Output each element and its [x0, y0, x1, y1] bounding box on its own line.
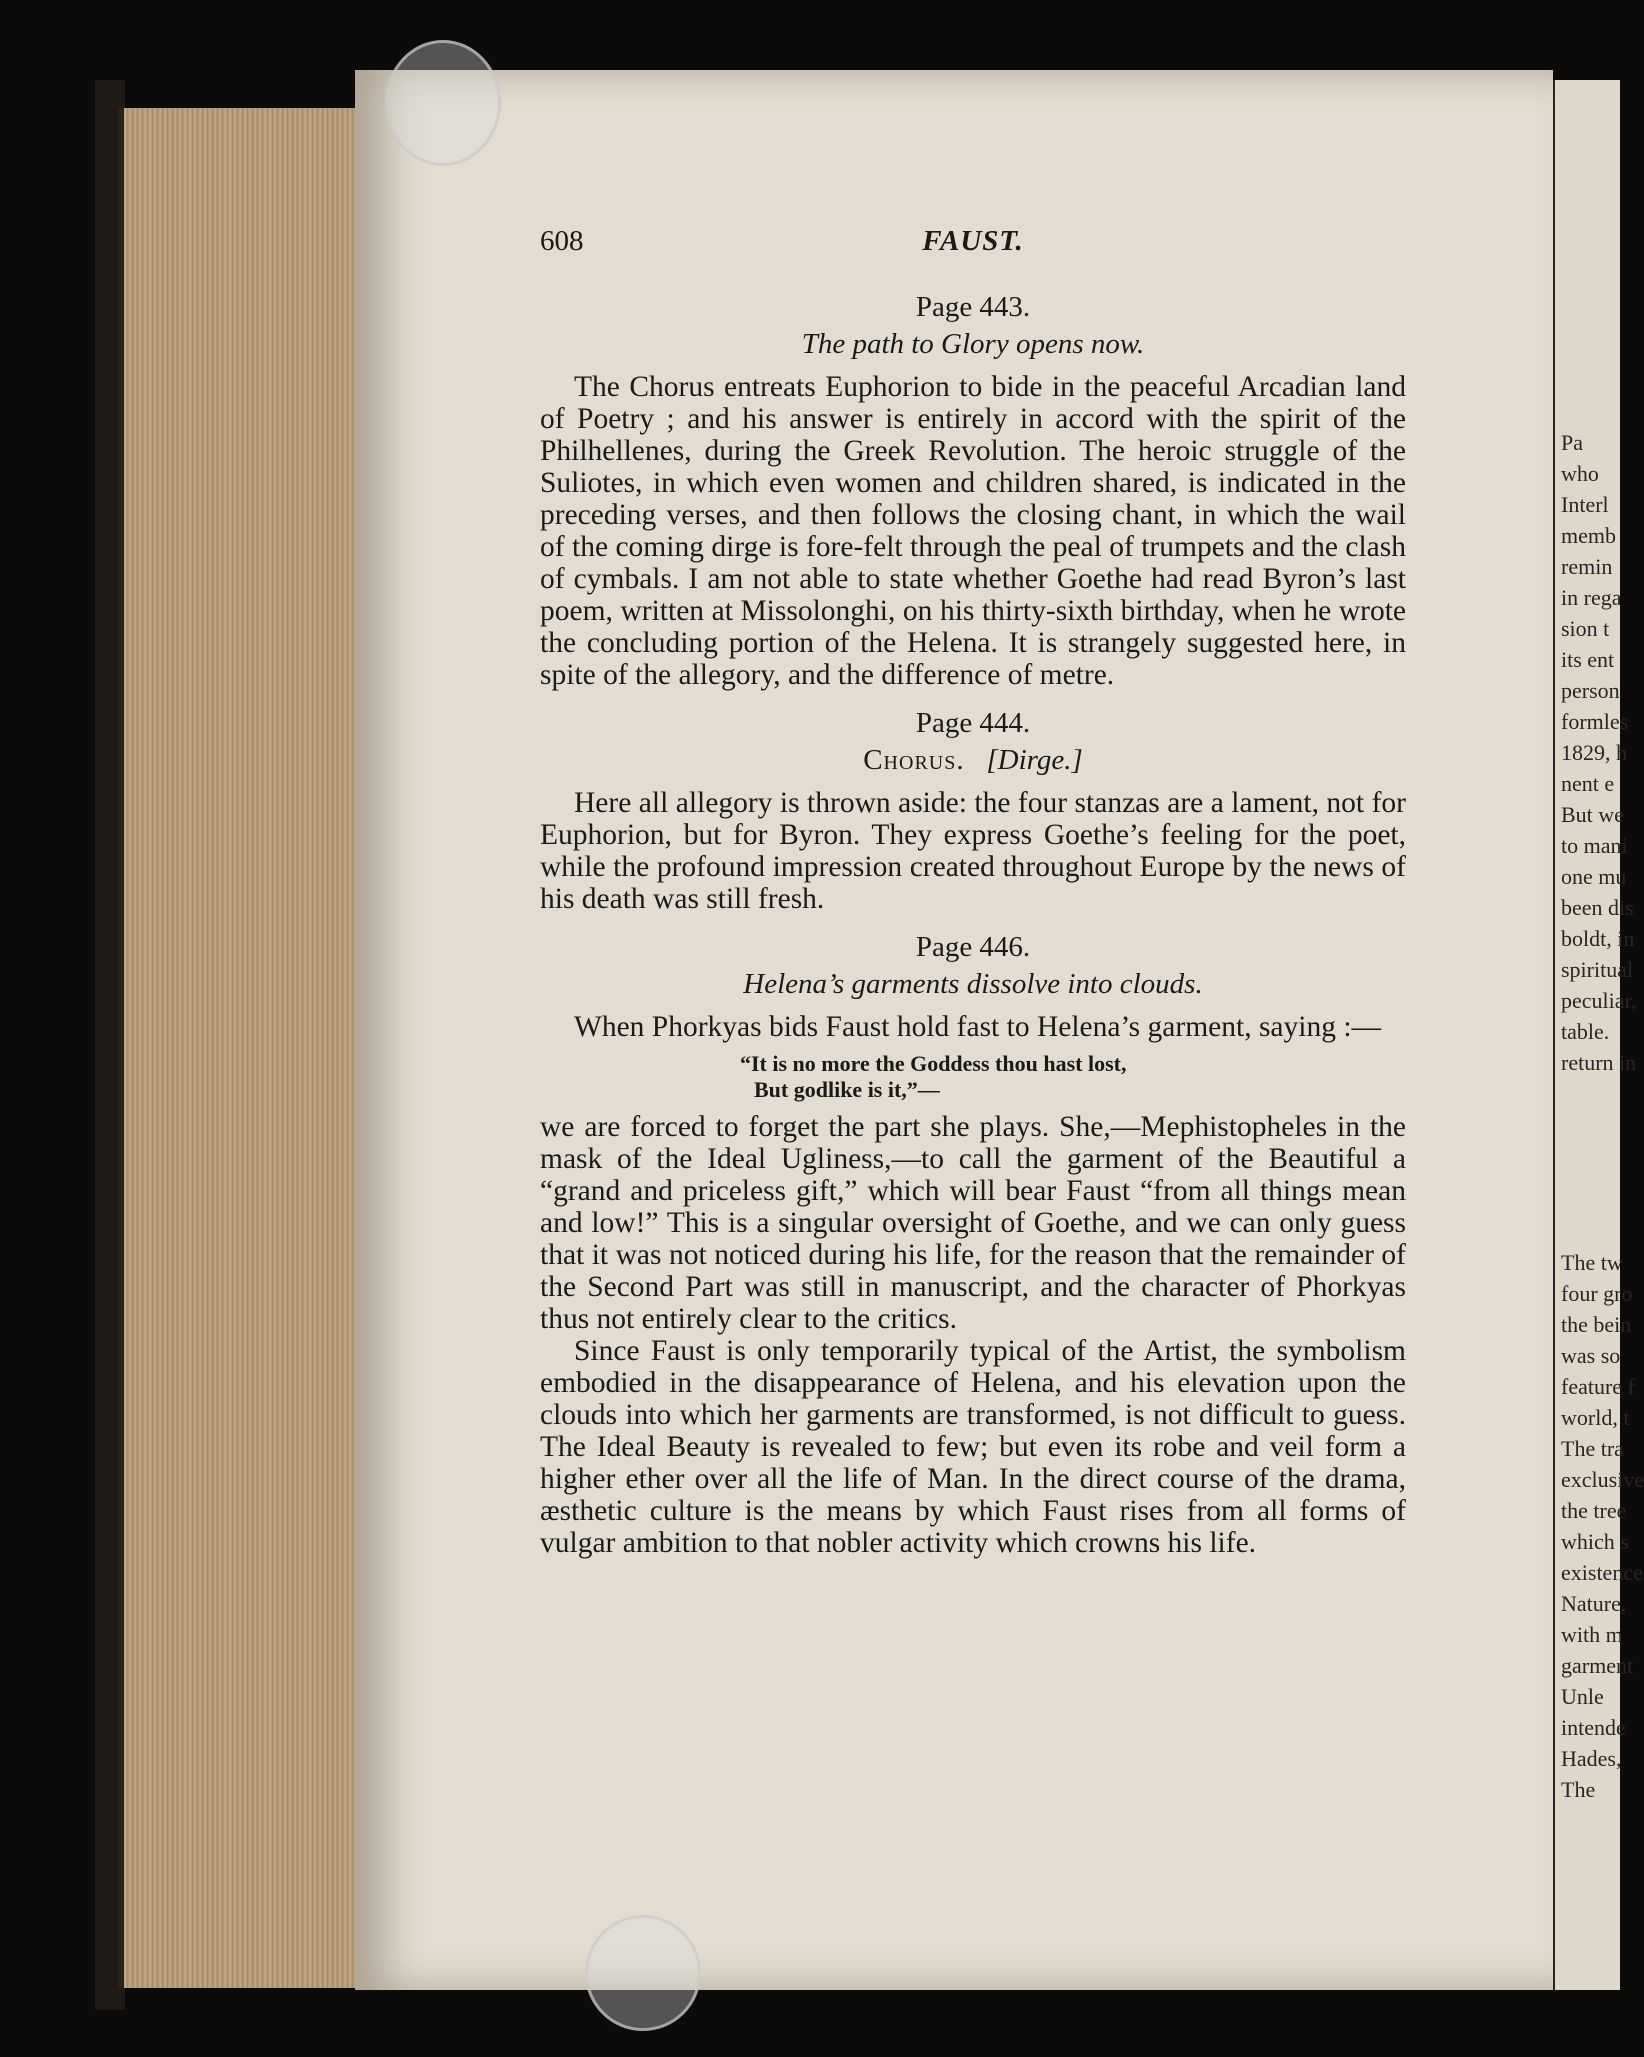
facing-page-fragment: was so [1561, 1343, 1621, 1368]
facing-page-fragment: feature f [1561, 1374, 1635, 1399]
facing-page-fragment: garment [1561, 1653, 1634, 1678]
facing-page-fragment: who [1561, 461, 1599, 486]
paragraph: Since Faust is only temporarily typical of the Artist, the symbolism embodied in the disappearance of Helena, and his elevation upon the clouds into which her garments are transformed, is not difficult to guess. The Ideal Beauty is revealed to few; but even its robe and veil form a higher ether over all the life of Man. In the direct course of the drama, æsthetic culture is the means by which Faust rises from all forms of vulgar ambition to that nobler activity which crowns his life. [540, 1335, 1406, 1559]
section-page-ref: Page 443. [915, 291, 1031, 323]
facing-page-fragment: peculiar, [1561, 988, 1637, 1013]
paragraph: Here all allegory is thrown aside: the four stanzas are a lament, not for Euphorion, but for Byron. They express Goethe’s feeling for the poet, while the profound impression created throughout Europe by the news of his death was still fresh. [540, 787, 1406, 915]
facing-page-fragment: table. [1561, 1019, 1610, 1044]
section-page-ref: Page 446. [915, 931, 1031, 963]
paragraph: we are forced to forget the part she plays. She,—Mephistopheles in the mask of the Ideal Ugliness,—to call the garment of the Beautiful a “grand and priceless gift,” which will bear Faust “from all things mean and low!” This is a singular oversight of Goethe, and we can only guess that it was not noticed during his life, for the reason that the remainder of the Second Part was still in manuscript, and the character of Phorkyas thus not entirely clear to the critics. [540, 1111, 1406, 1335]
section-subhead: Helena’s garments dissolve into clouds. [743, 968, 1203, 1000]
facing-page-fragment: boldt, in [1561, 926, 1635, 951]
paragraph: The Chorus entreats Euphorion to bide in the peaceful Arcadian land of Poetry ; and his answer is entirely in accord with the spirit of the Philhellenes, during the Greek Revolution. The heroic struggle of the Suliotes, in which even women and children shared, is indicated in the preceding verses, and then follows the closing chant, in which the wail of the coming dirge is fore-felt through the peal of trumpets and the clash of cymbals. I am not able to state whether Goethe had read Byron’s last poem, written at Missolonghi, on his thirty-sixth birthday, when he wrote the concluding portion of the Helena. It is strangely suggested here, in spite of the allegory, and the difference of metre. [540, 371, 1406, 691]
facing-page-fragment: remin [1561, 554, 1613, 579]
running-head [540, 225, 1406, 275]
verse-line: But godlike is it,”— [754, 1077, 940, 1102]
facing-page-fragment: The [1561, 1777, 1596, 1802]
facing-page-fragment: But we [1561, 802, 1624, 827]
facing-page-fragment: 1829, h [1561, 740, 1627, 765]
facing-page-fragment: with m [1561, 1622, 1623, 1647]
facing-page-fragment: existence [1561, 1560, 1643, 1585]
facing-page-fragment: Pa [1561, 430, 1583, 455]
facing-page-fragment: Unle [1561, 1684, 1604, 1709]
facing-page-fragment: Hades, [1561, 1746, 1622, 1771]
facing-page-fragment: return in [1561, 1050, 1637, 1075]
facing-page-fragment: in rega [1561, 585, 1622, 610]
facing-page-fragment: which s [1561, 1529, 1629, 1554]
facing-page-fragment: exclusive [1561, 1467, 1644, 1492]
facing-page-fragment: world, t [1561, 1405, 1630, 1430]
facing-page-fragment: sion t [1561, 616, 1610, 641]
facing-page-fragment: the tree [1561, 1498, 1627, 1523]
facing-page-fragment: The tra [1561, 1436, 1624, 1461]
chorus-label: Chorus. [863, 744, 965, 776]
section-page-ref: Page 444. [915, 707, 1031, 739]
facing-page-fragment: formles [1561, 709, 1629, 734]
chorus-heading [540, 744, 1406, 777]
facing-page-fragment: nent e [1561, 771, 1615, 796]
facing-page-fragment: been dis [1561, 895, 1634, 920]
facing-page-fragment: person [1561, 678, 1620, 703]
page-clip-top [385, 40, 501, 166]
facing-page-edge [1553, 80, 1644, 1990]
facing-page-fragment: four gro [1561, 1281, 1633, 1306]
facing-page-fragment: memb [1561, 523, 1616, 548]
facing-page-fragment: Interl [1561, 492, 1609, 517]
section-subhead: The path to Glory opens now. [801, 328, 1145, 360]
facing-page-fragment: one mu [1561, 864, 1627, 889]
facing-page-fragment: the bein [1561, 1312, 1632, 1337]
page-edges [118, 108, 369, 1988]
verse-quote [740, 1051, 1406, 1103]
running-title: FAUST. [922, 225, 1024, 257]
page-number: 608 [540, 225, 584, 257]
facing-page-fragment: intende [1561, 1715, 1626, 1740]
page-clip-bottom [585, 1915, 701, 2031]
paragraph: When Phorkyas bids Faust hold fast to Helena’s garment, saying :— [574, 1011, 1382, 1043]
chorus-note: [Dirge.] [986, 744, 1083, 776]
verse-line: “It is no more the Goddess thou hast lost, [740, 1051, 1127, 1076]
facing-page-fragment: its ent [1561, 647, 1615, 672]
facing-page-fragment: spiritual [1561, 957, 1634, 982]
facing-page-fragment: to mani [1561, 833, 1628, 858]
facing-page-fragment: The tw [1561, 1250, 1623, 1275]
page-text [540, 225, 1406, 1559]
facing-page-fragment: Nature, [1561, 1591, 1627, 1616]
